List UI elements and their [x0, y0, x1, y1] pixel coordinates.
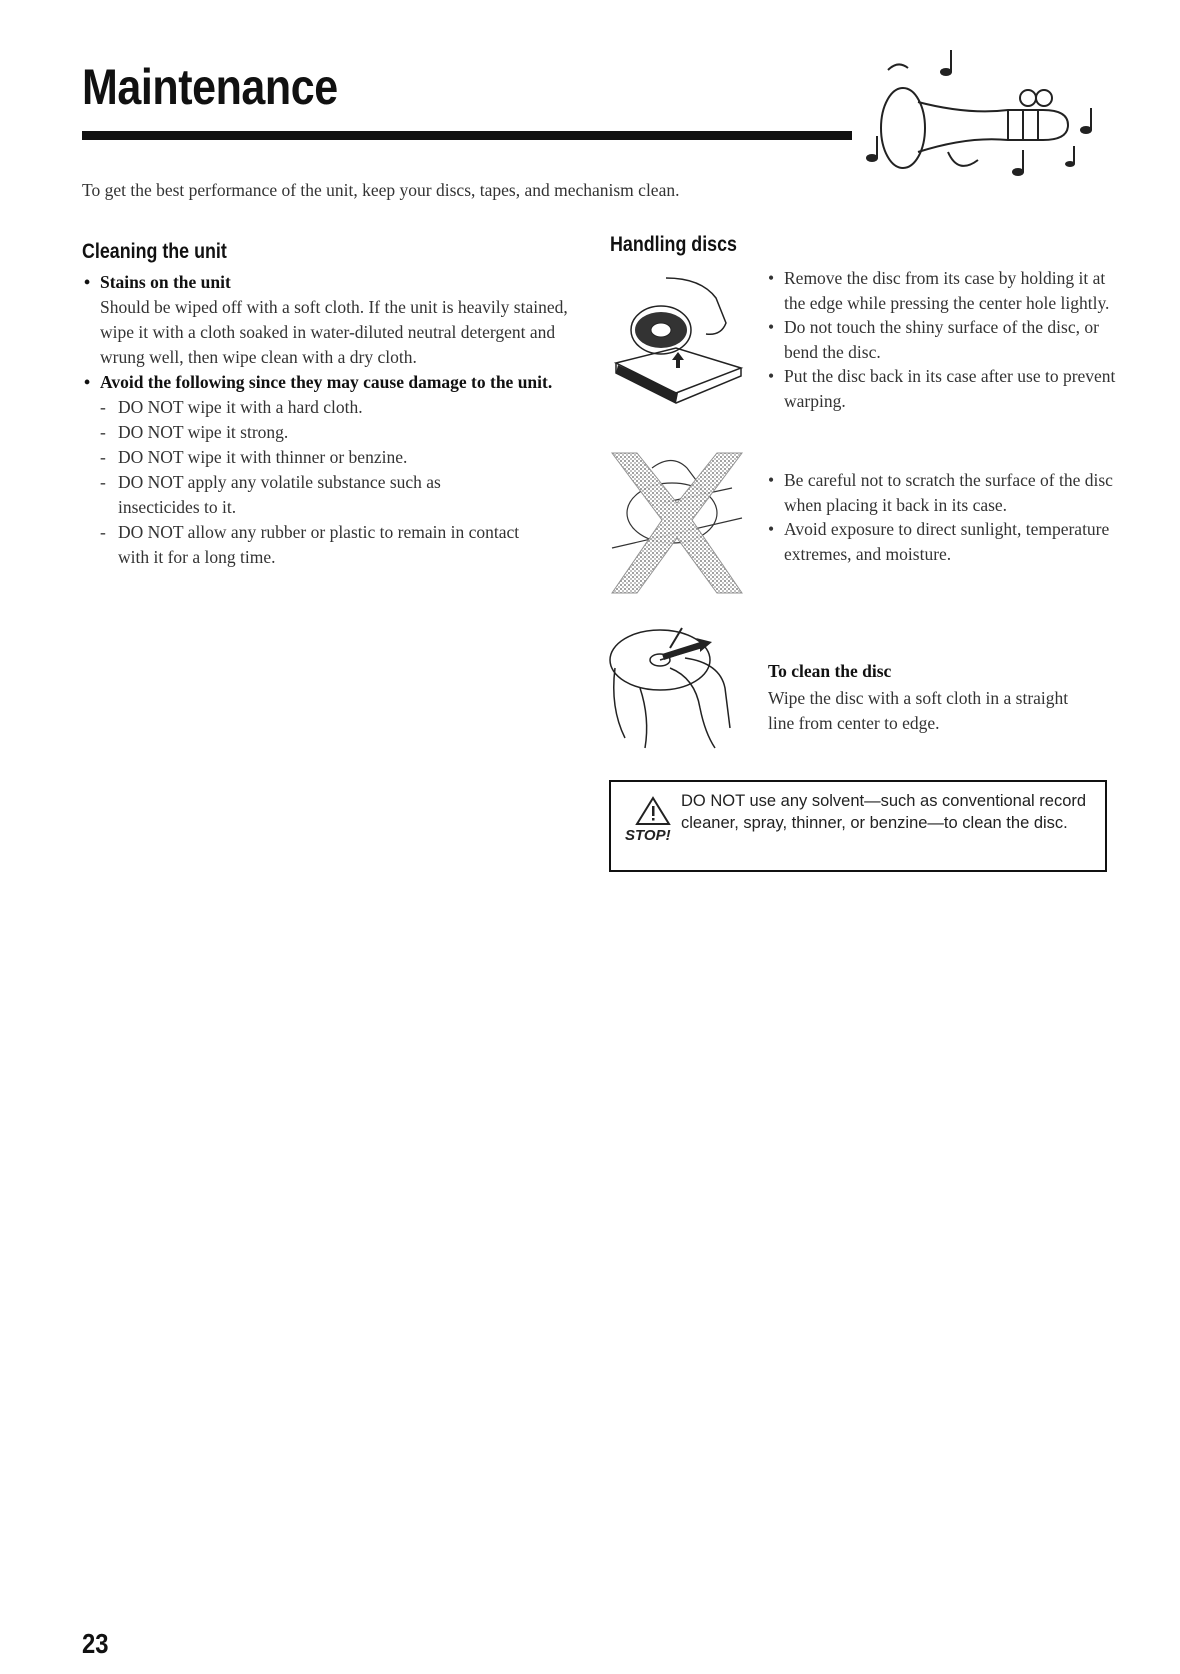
handling-heading: Handling discs	[610, 233, 737, 256]
list-item: • Be careful not to scratch the surface of the disc when placing it back in its case.	[766, 468, 1116, 517]
trumpet-music-notes-icon	[858, 40, 1108, 190]
disc-wiping-hands-icon	[600, 618, 760, 753]
clean-disc-text: Wipe the disc with a soft cloth in a straight line from center to edge.	[768, 688, 1069, 733]
warning-text: DO NOT use any solvent—such as conventional record cleaner, spray, thinner, or benzine—to clean the disc.	[681, 792, 1087, 832]
list-item: • Do not touch the shiny surface of the disc, or bend the disc.	[766, 315, 1116, 364]
cleaning-section	[82, 270, 602, 570]
disc-case-icon	[606, 268, 746, 418]
handling-list-1	[766, 266, 1116, 413]
avoid-item: - DO NOT wipe it with a hard cloth.	[82, 395, 602, 420]
avoid-heading: • Avoid the following since they may cause damage to the unit.	[82, 370, 602, 395]
avoid-item: - DO NOT allow any rubber or plastic to remain in contact with it for a long time.	[82, 520, 548, 570]
clean-disc-heading: To clean the disc	[768, 661, 892, 681]
page-title: Maintenance	[82, 59, 338, 115]
list-item: • Put the disc back in its case after use to prevent warping.	[766, 364, 1116, 413]
disc-scratch-prohibited-icon	[592, 448, 762, 598]
page-number: 23	[82, 1628, 109, 1659]
title-rule	[82, 131, 852, 140]
warning-box	[609, 780, 1107, 872]
list-item: • Avoid exposure to direct sunlight, temperature extremes, and moisture.	[766, 517, 1116, 566]
avoid-item: - DO NOT wipe it with thinner or benzine.	[82, 445, 602, 470]
intro-text: To get the best performance of the unit, keep your discs, tapes, and mechanism clean.	[82, 180, 680, 200]
stop-label: STOP!	[625, 827, 671, 844]
stop-warning-icon	[623, 794, 687, 844]
avoid-item: - DO NOT wipe it strong.	[82, 420, 602, 445]
stains-text: Should be wiped off with a soft cloth. If the unit is heavily stained, wipe it with a cloth soaked in water-diluted neutral detergent and wrung well, then wipe clean with a dry cloth.	[100, 297, 568, 367]
cleaning-heading: Cleaning the unit	[82, 240, 227, 263]
avoid-item: - DO NOT apply any volatile substance such as insecticides to it.	[82, 470, 518, 520]
stains-heading: • Stains on the unit	[82, 270, 602, 295]
list-item: • Remove the disc from its case by holding it at the edge while pressing the center hole lightly.	[766, 266, 1116, 315]
handling-list-2	[766, 468, 1116, 566]
